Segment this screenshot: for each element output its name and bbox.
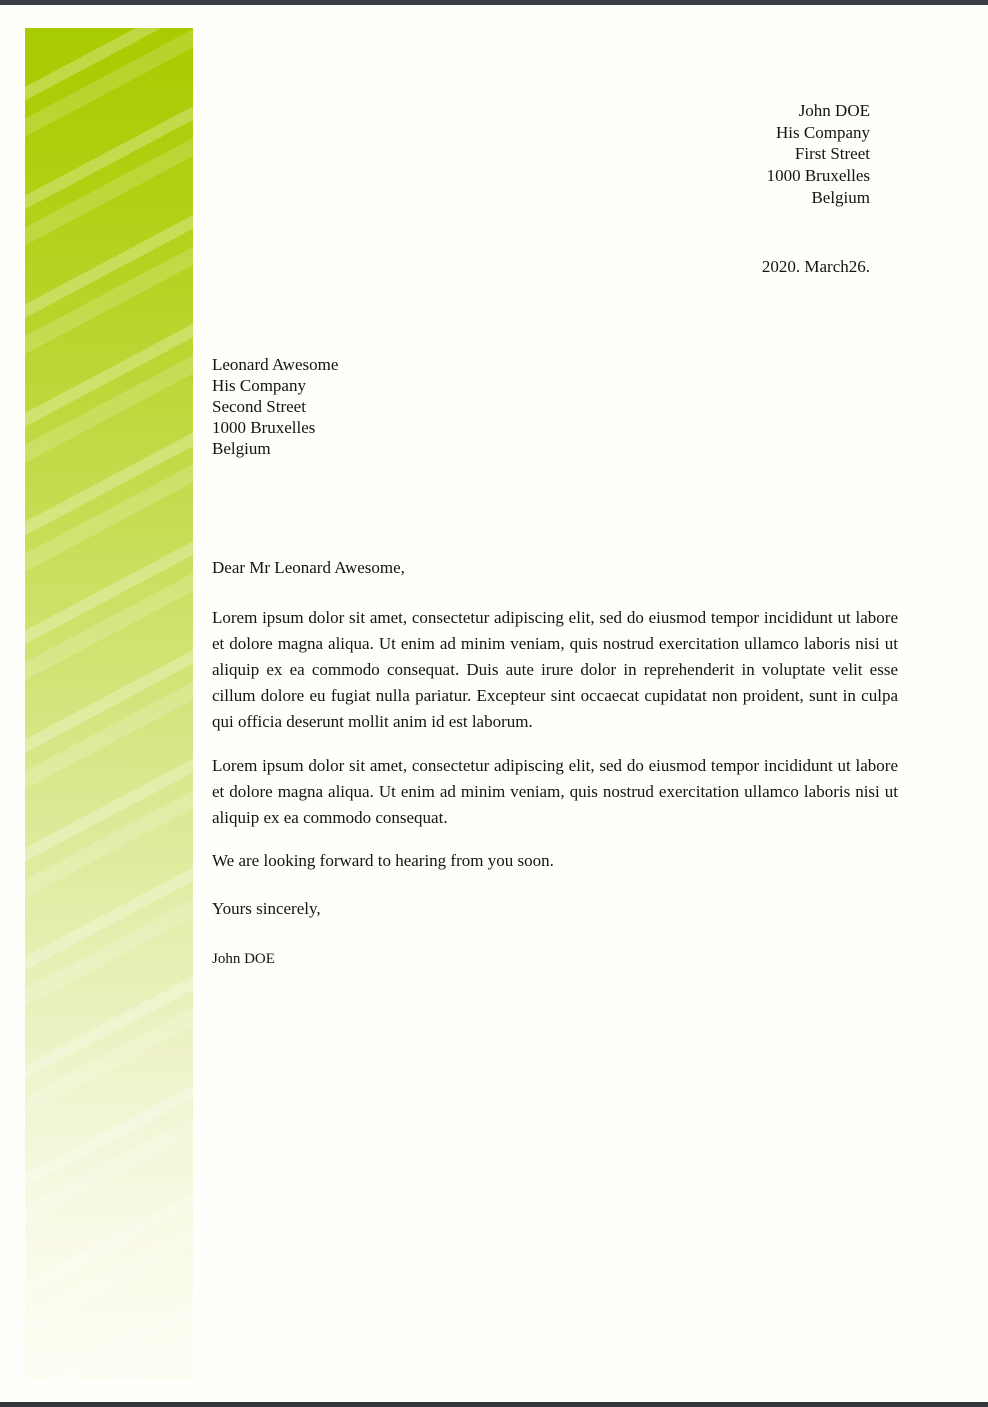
body-paragraph-1: Lorem ipsum dolor sit amet, consectetur adipiscing elit, sed do eiusmod tempor incididunt ut labore et dolore magna aliqua. Ut enim ad minim veniam, quis nostrud exercitation ullamco laboris nisi ut aliquip ex ea commodo consequat. Duis aute irure dolor in reprehenderit in voluptate velit esse cillum dolore eu fugiat nulla pariatur. Excepteur sint occaecat cupidatat non proident, sunt in culpa qui officia deserunt mollit anim id est laborum. bbox=[212, 608, 898, 731]
recipient-country: Belgium bbox=[212, 439, 271, 458]
sender-country: Belgium bbox=[811, 187, 870, 207]
recipient-city: 1000 Bruxelles bbox=[212, 418, 316, 437]
sender-street: First Street bbox=[794, 144, 870, 164]
recipient-name: Leonard Awesome bbox=[212, 355, 339, 374]
body-paragraph-2: Lorem ipsum dolor sit amet, consectetur adipiscing elit, sed do eiusmod tempor incididunt ut labore et dolore magna aliqua. Ut enim ad minim veniam, quis nostrud exercitation ullamco laboris nisi ut aliquip ex ea commodo consequat. bbox=[212, 756, 898, 827]
letter-date: 2020. March26. bbox=[761, 257, 870, 276]
signature-name: John DOE bbox=[212, 951, 275, 967]
sender-city: 1000 Bruxelles bbox=[766, 166, 870, 186]
salutation: Dear Mr Leonard Awesome, bbox=[212, 558, 405, 577]
sender-address-block bbox=[767, 100, 870, 209]
valediction: Yours sincerely, bbox=[212, 899, 321, 918]
recipient-company: His Company bbox=[212, 376, 306, 395]
green-gradient-sidebar bbox=[25, 28, 193, 1380]
page-bottom-border bbox=[0, 1402, 988, 1407]
sender-company: His Company bbox=[776, 122, 870, 142]
recipient-address-block bbox=[212, 354, 338, 459]
page-top-border bbox=[0, 0, 988, 5]
recipient-street: Second Street bbox=[212, 397, 306, 416]
closing-line: We are looking forward to hearing from you soon. bbox=[212, 851, 554, 870]
sender-name: John DOE bbox=[798, 101, 870, 120]
